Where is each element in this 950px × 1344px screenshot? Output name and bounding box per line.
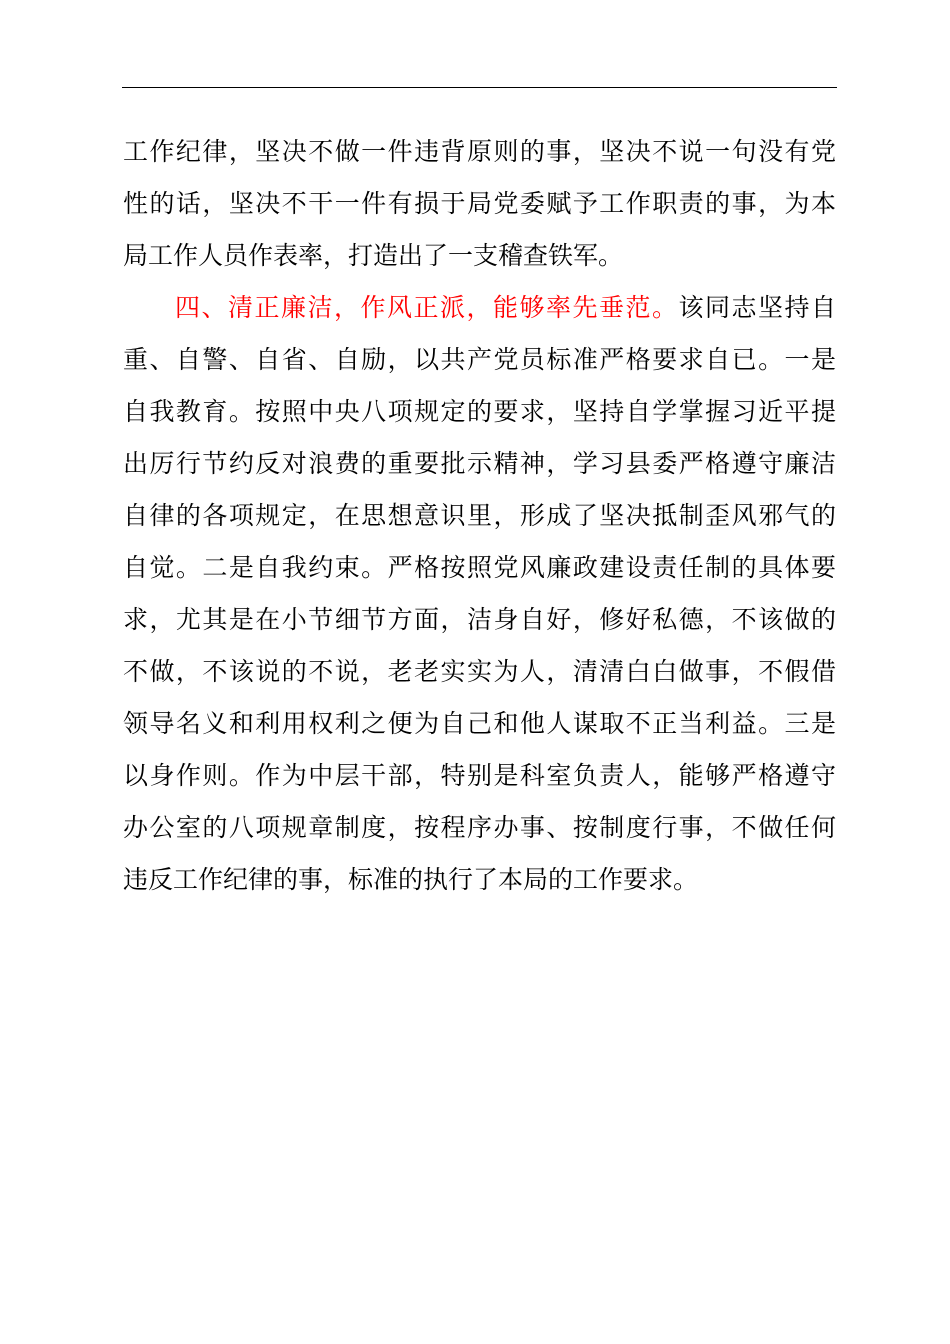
- text-span: 该同志坚持自: [678, 293, 836, 322]
- text-line: 自律的各项规定，在思想意识里，形成了坚决抵制歪风邪气的: [123, 501, 836, 530]
- text-line: 出厉行节约反对浪费的重要批示精神，学习县委严格遵守廉洁: [123, 449, 836, 478]
- text-line: 局工作人员作表率，打造出了一支稽查铁军。: [123, 241, 624, 270]
- text-line: 领导名义和利用权利之便为自己和他人谋取不正当利益。三是: [123, 709, 836, 738]
- text-line: 办公室的八项规章制度，按程序办事、按制度行事，不做任何: [123, 813, 836, 842]
- text-line: 性的话，坚决不干一件有损于局党委赋予工作职责的事，为本: [123, 189, 836, 218]
- text-line: 工作纪律，坚决不做一件违背原则的事，坚决不说一句没有党: [123, 137, 836, 166]
- section-heading: 四、清正廉洁，作风正派，能够率先垂范。: [175, 293, 679, 322]
- paragraph-1: [123, 132, 836, 288]
- text-line: [123, 288, 836, 340]
- header-rule: [122, 87, 837, 88]
- text-line: 求，尤其是在小节细节方面，洁身自好，修好私德，不该做的: [123, 605, 836, 634]
- document-body: [123, 132, 836, 912]
- text-line: 不做，不该说的不说，老老实实为人，清清白白做事，不假借: [123, 657, 836, 686]
- text-line: 自我教育。按照中央八项规定的要求，坚持自学掌握习近平提: [123, 397, 836, 426]
- text-line: 以身作则。作为中层干部，特别是科室负责人，能够严格遵守: [123, 761, 836, 790]
- text-line: 违反工作纪律的事，标准的执行了本局的工作要求。: [123, 865, 699, 894]
- paragraph-2: [123, 288, 836, 912]
- text-line: 重、自警、自省、自励，以共产党员标准严格要求自已。一是: [123, 345, 836, 374]
- text-line: 自觉。二是自我约束。严格按照党风廉政建设责任制的具体要: [123, 553, 836, 582]
